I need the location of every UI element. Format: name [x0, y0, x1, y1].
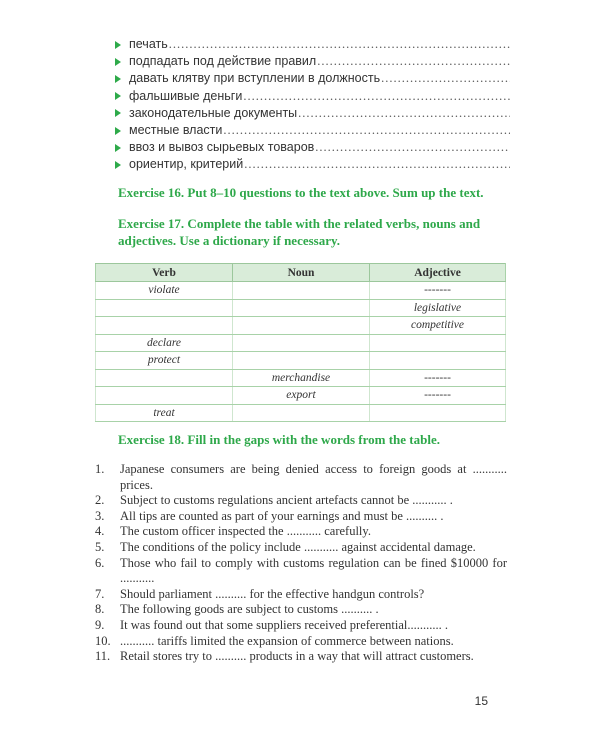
table-cell: merchandise — [233, 369, 370, 387]
table-row — [96, 404, 506, 422]
list-item — [95, 634, 507, 650]
vocabulary-list — [115, 36, 510, 174]
table-cell: treat — [96, 404, 233, 422]
table-cell — [96, 299, 233, 317]
table-cell — [370, 352, 506, 370]
sentence-number: 9. — [95, 617, 105, 632]
table-cell — [370, 334, 506, 352]
sentence-text: Retail stores try to .......... products in a way that will attract customers. — [120, 649, 474, 664]
list-item — [95, 540, 507, 556]
bullet-triangle-icon — [115, 161, 121, 169]
sentence-number: 1. — [95, 462, 105, 476]
table-cell — [233, 317, 370, 335]
table-cell — [233, 352, 370, 370]
sentence-number: 6. — [95, 555, 105, 570]
list-item: печать ..... — [115, 36, 510, 53]
sentence-text: ........... tariffs limited the expansion of commerce between nations. — [120, 633, 454, 648]
table-cell: protect — [96, 352, 233, 370]
bullet-triangle-icon — [115, 75, 121, 83]
table-cell — [96, 387, 233, 405]
dot-leader — [381, 70, 510, 87]
page-number: 15 — [474, 694, 488, 708]
sentence-number: 3. — [95, 508, 105, 523]
sentence-text: The conditions of the policy include ........... against accidental damage. — [120, 539, 476, 554]
sentence-number: 4. — [95, 524, 105, 539]
sentence-number: 2. — [95, 493, 105, 508]
list-item — [95, 462, 507, 493]
dot-leader — [317, 53, 510, 70]
sentence-text: Should parliament .......... for the effective handgun controls? — [120, 586, 425, 601]
dot-leader — [244, 156, 510, 173]
exercise-18-heading: Exercise 18. Fill in the gaps with the words from the table. — [118, 432, 440, 447]
table-row — [96, 317, 506, 335]
table-cell: export — [233, 387, 370, 405]
table-cell: ------- — [370, 282, 506, 300]
table-cell: declare — [96, 334, 233, 352]
sentence-text: The following goods are subject to customs .......... . — [120, 602, 379, 617]
table-row — [96, 334, 506, 352]
list-item: ориентир, критерий ..... — [115, 156, 510, 173]
list-item — [95, 618, 507, 634]
table-row — [96, 299, 506, 317]
table-cell: competitive — [370, 317, 506, 335]
column-header-adjective: Adjective — [370, 264, 506, 282]
list-item — [95, 556, 507, 587]
gap-fill-sentences — [95, 462, 507, 665]
table-cell — [370, 404, 506, 422]
exercise-16-heading: Exercise 16. Put 8–10 questions to the text above. Sum up the text. — [118, 185, 484, 200]
table-cell — [96, 369, 233, 387]
sentence-text: The custom officer inspected the ........... carefully. — [120, 524, 371, 539]
list-item — [95, 509, 507, 525]
bullet-triangle-icon — [115, 92, 121, 100]
list-item: местные власти ..... — [115, 122, 510, 139]
dot-leader — [243, 88, 510, 105]
sentence-text: Those who fail to comply with customs regulation can be fined $10000 for ........... — [120, 555, 507, 586]
bullet-triangle-icon — [115, 109, 121, 117]
table-cell — [96, 317, 233, 335]
column-header-noun: Noun — [233, 264, 370, 282]
table-cell: ------- — [370, 387, 506, 405]
bullet-triangle-icon — [115, 58, 121, 66]
sentence-text: All tips are counted as part of your earnings and must be .......... . — [120, 508, 444, 523]
table-cell: legislative — [370, 299, 506, 317]
dot-leader — [298, 105, 510, 122]
list-item: ввоз и вывоз сырьевых товаров ..... — [115, 139, 510, 156]
bullet-triangle-icon — [115, 41, 121, 49]
table-cell: ------- — [370, 369, 506, 387]
table-row — [96, 282, 506, 300]
list-item — [95, 587, 507, 603]
table-row — [96, 387, 506, 405]
sentence-text: Japanese consumers are being denied access to foreign goods at ........... prices. — [120, 462, 507, 492]
bullet-triangle-icon — [115, 127, 121, 135]
table-row — [96, 369, 506, 387]
dot-leader — [315, 139, 510, 156]
table-cell: violate — [96, 282, 233, 300]
table-cell — [233, 282, 370, 300]
sentence-number: 5. — [95, 539, 105, 554]
exercise-17-heading: Exercise 17. Complete the table with the related verbs, nouns and adjectives. Use a dictionary if necessary. — [118, 216, 481, 248]
sentence-number: 7. — [95, 586, 105, 601]
column-header-verb: Verb — [96, 264, 233, 282]
table-header-row — [96, 264, 506, 282]
list-item: фальшивые деньги ..... — [115, 88, 510, 105]
sentence-number: 10. — [95, 633, 111, 648]
word-forms-table — [95, 263, 506, 422]
list-item — [95, 649, 507, 665]
table-cell — [233, 334, 370, 352]
table-cell — [233, 404, 370, 422]
sentence-number: 8. — [95, 602, 105, 617]
dot-leader — [223, 122, 510, 139]
sentence-text: It was found out that some suppliers received preferential........... . — [120, 617, 449, 632]
list-item — [95, 602, 507, 618]
list-item — [95, 493, 507, 509]
sentence-text: Subject to customs regulations ancient artefacts cannot be ........... . — [120, 493, 453, 508]
table-cell — [233, 299, 370, 317]
list-item: давать клятву при вступлении в должность ..... — [115, 70, 510, 87]
sentence-number: 11. — [95, 649, 111, 664]
list-item: законодательные документы ..... — [115, 105, 510, 122]
dot-leader — [169, 36, 510, 53]
list-item: подпадать под действие правил ..... — [115, 53, 510, 70]
table-row — [96, 352, 506, 370]
bullet-triangle-icon — [115, 144, 121, 152]
list-item — [95, 524, 507, 540]
